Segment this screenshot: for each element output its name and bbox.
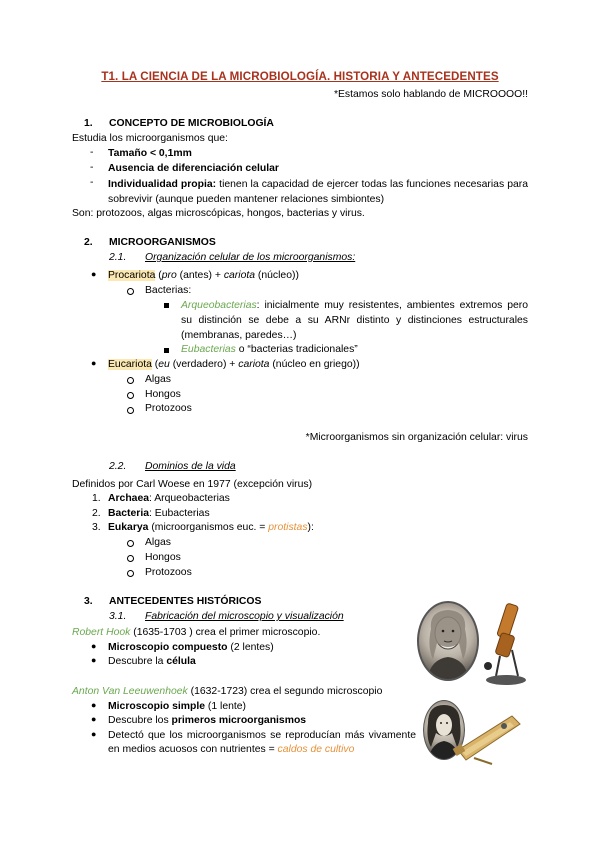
subsection-2-1-title: Organización celular de los microorganismos: — [145, 252, 356, 263]
section-3-heading: ANTECEDENTES HISTÓRICOS — [109, 596, 262, 607]
arqueobacterias-item — [181, 298, 528, 343]
concept-item-individuality — [108, 177, 528, 207]
hook-text: (1635-1703 ) crea el primer microscopio. — [130, 627, 321, 638]
caldos-term: caldos de cultivo — [277, 744, 355, 755]
bullet-dot: ● — [91, 655, 97, 665]
circle-bullet — [127, 570, 134, 577]
domain-name: Bacteria — [108, 508, 150, 519]
section-1-heading: CONCEPTO DE MICROBIOLOGÍA — [109, 118, 274, 129]
text-part: (verdadero) + — [169, 359, 239, 370]
text-part: (núcleo en griego)) — [269, 359, 360, 370]
circle-bullet — [127, 392, 134, 399]
subsection-2-2-number: 2.2. — [109, 461, 127, 472]
cariota-word: cariota — [223, 270, 256, 281]
compound-microscope-icon — [478, 600, 536, 690]
eubacterias-item — [181, 343, 358, 356]
page-title: T1. LA CIENCIA DE LA MICROBIOLOGÍA. HISTORIA Y ANTECEDENTES — [101, 70, 499, 83]
item-text: tienen la capacidad de ejercer todas las funciones necesarias para sobrevivir (aunque pueden mantener relaciones simbiontes) — [108, 179, 528, 205]
domain-eukarya — [108, 521, 314, 534]
eu-word: eu — [158, 359, 170, 370]
hooke-portrait-image — [417, 601, 479, 681]
protistas-term: protistas — [268, 522, 308, 533]
bold-term: primeros microorganismos — [171, 715, 307, 726]
square-bullet — [164, 348, 169, 353]
eukarya-list-item: Hongos — [145, 552, 181, 563]
text-part: (2 lentes) — [227, 642, 274, 653]
eubacterias-text: o “bacterias tradicionales” — [235, 344, 358, 355]
section-1-son: Son: protozoos, algas microscópicas, hongos, bacterias y virus. — [72, 208, 365, 219]
bullet-dot: ● — [91, 729, 97, 739]
domain-bacteria — [108, 507, 210, 520]
circle-bullet — [127, 288, 134, 295]
bacterias-label: Bacterias: — [145, 285, 192, 296]
domain-text-end: ): — [307, 522, 314, 533]
domain-text: : Eubacterias — [149, 508, 210, 519]
arqueobacterias-text: : inicialmente muy resistentes, ambientes extremos pero su distinción se debe a su ARNr distinto y distinciones estructurales (membranas, paredes…) — [181, 300, 528, 341]
domain-number: 1. — [92, 493, 101, 504]
eu-cariota-word: cariota — [238, 359, 270, 370]
bullet-dot: ● — [91, 700, 97, 710]
dash-bullet: - — [90, 147, 94, 158]
domain-text: (microorganismos euc. = — [148, 522, 269, 533]
square-bullet — [164, 303, 169, 308]
dash-bullet: - — [90, 162, 94, 173]
item-bold-label: Individualidad propia: — [108, 179, 217, 190]
domain-number: 3. — [92, 522, 101, 533]
circle-bullet — [127, 407, 134, 414]
eukaryote-list-item: Protozoos — [145, 403, 192, 414]
leeuwenhoek-bullet-1 — [108, 700, 246, 713]
subsection-2-2-title: Dominios de la vida — [145, 461, 236, 472]
eukarya-list-item: Algas — [145, 537, 171, 548]
subsection-3-1-number: 3.1. — [109, 611, 127, 622]
portrait-figure-icon — [419, 603, 477, 679]
text-part: Descubre los — [108, 715, 172, 726]
text-part: ( — [155, 270, 162, 281]
text-part: (1 lente) — [205, 701, 247, 712]
eucariota-line — [108, 358, 360, 371]
text-part: ( — [151, 359, 159, 370]
note-top: *Estamos solo hablando de MICROOOO!! — [333, 89, 528, 100]
section-2-number: 2. — [84, 237, 93, 248]
concept-item-size: Tamaño < 0,1mm — [108, 148, 192, 159]
eukaryote-list-item: Algas — [145, 374, 171, 385]
leeuwenhoek-text: (1632-1723) crea el segundo microscopio — [187, 686, 383, 697]
eucariota-term: Eucariota — [108, 359, 152, 370]
domain-number: 2. — [92, 508, 101, 519]
domain-archaea — [108, 492, 230, 505]
domain-name: Eukarya — [108, 522, 149, 533]
eukarya-list-item: Protozoos — [145, 567, 192, 578]
procariota-line — [108, 269, 299, 282]
hook-line — [72, 626, 320, 639]
text-part: (antes) + — [176, 270, 224, 281]
concept-item-differentiation: Ausencia de diferenciación celular — [108, 163, 279, 174]
simple-microscope-icon — [452, 706, 526, 768]
procariota-term: Procariota — [108, 270, 156, 281]
domain-text: : Arqueobacterias — [149, 493, 230, 504]
section-1-intro: Estudia los microorganismos que: — [72, 133, 228, 144]
bold-term: célula — [166, 656, 196, 667]
circle-bullet — [127, 377, 134, 384]
section-2-heading: MICROORGANISMOS — [109, 237, 216, 248]
dash-bullet: - — [90, 177, 94, 188]
text-part: (núcleo)) — [255, 270, 299, 281]
eukaryote-list-item: Hongos — [145, 389, 181, 400]
bullet-dot: ● — [91, 641, 97, 651]
bullet-dot: ● — [91, 269, 97, 279]
note-virus: *Microorganismos sin organización celular: virus — [305, 432, 528, 443]
bullet-dot: ● — [91, 358, 97, 368]
subsection-3-1-title: Fabricación del microscopio y visualización — [145, 611, 344, 622]
section-1-number: 1. — [84, 118, 93, 129]
hook-bullet-2 — [108, 655, 196, 668]
leeuwenhoek-line — [72, 685, 382, 698]
leeuwenhoek-bullet-3 — [108, 729, 416, 757]
bold-term: Microscopio compuesto — [108, 642, 228, 653]
section-3-number: 3. — [84, 596, 93, 607]
circle-bullet — [127, 555, 134, 562]
text-part: Descubre la — [108, 656, 167, 667]
pro-word: pro — [161, 270, 177, 281]
bullet-dot: ● — [91, 714, 97, 724]
eubacterias-term: Eubacterias — [181, 344, 236, 355]
arqueobacterias-term: Arqueobacterias — [181, 300, 257, 311]
hook-bullet-1 — [108, 641, 274, 654]
subsection-2-1-number: 2.1. — [109, 252, 127, 263]
bold-term: Microscopio simple — [108, 701, 206, 712]
woese-line: Definidos por Carl Woese en 1977 (excepción virus) — [72, 479, 313, 490]
text-part: Detectó que los microorganismos se reproducían más vivamente en medios acuosos con nutrientes = — [108, 730, 416, 755]
leeuwenhoek-bullet-2 — [108, 714, 306, 727]
leeuwenhoek-name: Anton Van Leeuwenhoek — [72, 686, 188, 697]
domain-name: Archaea — [108, 493, 150, 504]
circle-bullet — [127, 540, 134, 547]
hook-name: Robert Hook — [72, 627, 131, 638]
